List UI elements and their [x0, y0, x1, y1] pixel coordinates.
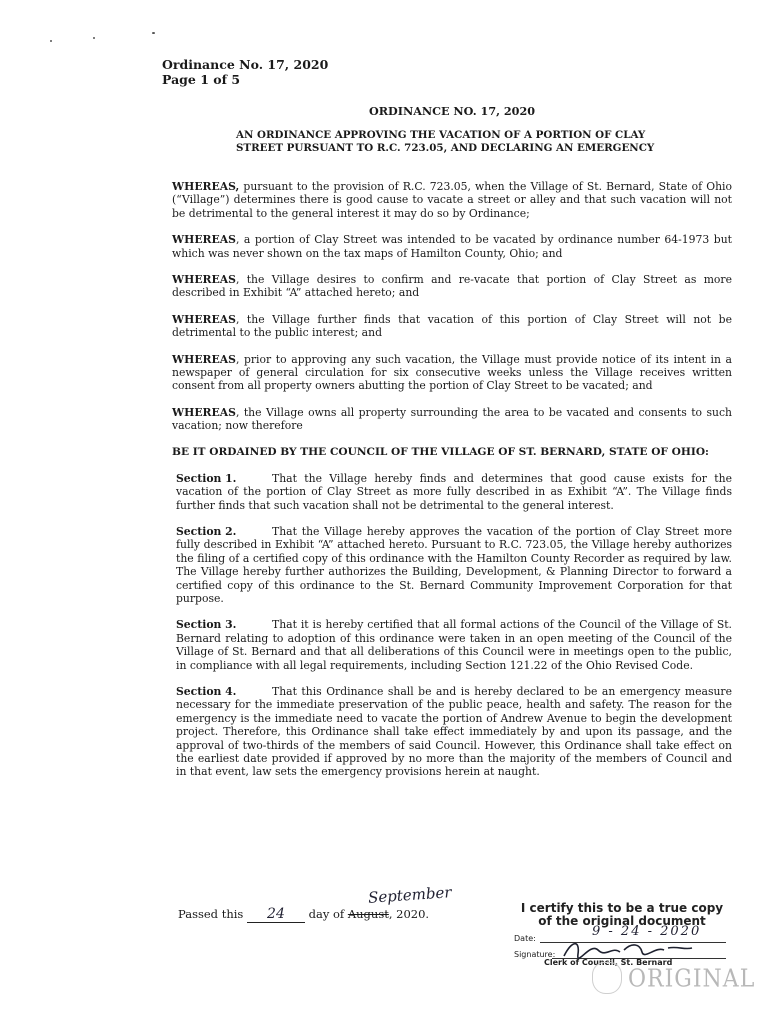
- signature-label: Signature:: [514, 950, 556, 959]
- certify-line-2: of the original document: [538, 914, 706, 928]
- day-blank: [247, 906, 305, 923]
- ordinance-body: [172, 180, 732, 792]
- section-label: Section 3.: [176, 618, 237, 632]
- whereas-lead: WHEREAS,: [172, 180, 240, 193]
- certify-line-1: I certify this to be a true copy: [520, 901, 724, 915]
- section-label: Section 4.: [176, 684, 237, 698]
- whereas-clause: [172, 273, 732, 300]
- section-4: [172, 685, 732, 779]
- whereas-lead: WHEREAS: [172, 352, 236, 366]
- whereas-text: , the Village desires to confirm and re-vacate that portion of Clay Street as more described in Exhibit “A” attached hereto; and: [172, 273, 732, 300]
- whereas-text: , prior to approving any such vacation, the Village must provide notice of its intent in a newspaper of general circulation for six consecutive weeks unless the Village receives written consent from all property owners abutting the portion of Clay Street to be vacated; and: [172, 352, 732, 393]
- ordinance-subtitle: AN ORDINANCE APPROVING THE VACATION OF A PORTION OF CLAY STREET PURSUANT TO R.C. 723.05, AND DECLARING AN EMERGENCY: [236, 129, 655, 154]
- struck-month: August: [347, 907, 389, 921]
- passed-line: [178, 906, 429, 923]
- whereas-clause: [172, 406, 732, 433]
- passed-prefix: Passed this: [178, 907, 244, 921]
- whereas-lead: WHEREAS: [172, 233, 236, 247]
- ordinance-number: Ordinance No. 17, 2020: [162, 57, 329, 72]
- page-number: Page 1 of 5: [162, 72, 241, 87]
- whereas-clause: [172, 353, 732, 393]
- whereas-clause: [172, 180, 732, 220]
- whereas-text: , the Village owns all property surrounding the area to be vacated and consents to such vacation; now therefore: [172, 405, 732, 433]
- whereas-lead: WHEREAS: [172, 312, 236, 326]
- scan-speck: [50, 40, 52, 42]
- document-header: [162, 57, 328, 87]
- scan-speck: [93, 37, 95, 39]
- whereas-text: , the Village further finds that vacation of this portion of Clay Street will not be detrimental to the public interest; and: [172, 312, 732, 340]
- original-stamp: ORIGINAL: [628, 965, 756, 994]
- section-label: Section 1.: [176, 471, 237, 485]
- whereas-text: pursuant to the provision of R.C. 723.05, when the Village of St. Bernard, State of Ohio (“Village”) determines there is good cause to vacate a street or alley and that such vacation will not be detrimental to the general interest it may do so by Ordinance;: [172, 180, 732, 220]
- section-text: That it is hereby certified that all formal actions of the Council of the Village of St. Bernard relating to adoption of this ordinance were taken in an open meeting of the Council of the Village of St. Bernard and that all deliberations of this Council were in meetings open to the public, in compliance with all legal requirements, including Section 121.22 of the Ohio Revised Code.: [176, 618, 732, 672]
- whereas-lead: WHEREAS: [172, 405, 236, 419]
- handwritten-month: September: [367, 883, 453, 907]
- handwritten-day: 24: [267, 906, 285, 922]
- whereas-clause: [172, 313, 732, 340]
- section-3: [172, 618, 732, 672]
- section-text: That the Village hereby finds and determines that good cause exists for the vacation of the portion of Clay Street as more fully described in as Exhibit “A”. The Village finds further finds that such vacation shall not be detrimental to the general interest.: [176, 471, 732, 512]
- section-text: That the Village hereby approves the vacation of the portion of Clay Street more fully described in Exhibit “A” attached hereto. Pursuant to R.C. 723.05, the Village hereby authorizes the filing of a certified copy of this ordinance with the Hamilton County Recorder as required by law. The Village hereby further authorizes the Building, Development, & Planning Director to forward a certified copy of this ordinance to the St. Bernard Community Improvement Corporation for that purpose.: [176, 524, 732, 605]
- section-2: [172, 525, 732, 605]
- section-1: [172, 472, 732, 512]
- whereas-clause: [172, 233, 732, 260]
- passed-suffix: , 2020.: [388, 907, 430, 921]
- section-label: Section 2.: [176, 524, 237, 538]
- scan-speck: [152, 32, 155, 34]
- handwritten-date: 9 - 24 - 2020: [592, 924, 702, 939]
- passed-middle: day of: [308, 907, 345, 921]
- seal-icon: [592, 962, 622, 994]
- section-text: That this Ordinance shall be and is hereby declared to be an emergency measure necessary for the immediate preservation of the public peace, health and safety. The reason for the emergency is the immediate need to vacate the portion of Andrew Avenue to begin the development project. Therefore, this Ordinance shall take effect immediately by and upon its passage, and the approval of two-thirds of the members of said Council. However, this Ordinance shall take effect on the earliest date provided if approved by no more than the majority of the members of Council and in that event, law sets the emergency provisions herein at naught.: [176, 684, 732, 779]
- ordinance-title: ORDINANCE NO. 17, 2020: [369, 104, 536, 118]
- clerk-label: Clerk of Council, St. Bernard: [544, 958, 673, 967]
- whereas-text: , a portion of Clay Street was intended to be vacated by ordinance number 64-1973 but which was never shown on the tax maps of Hamilton County, Ohio; and: [172, 233, 732, 260]
- ordained-clause: BE IT ORDAINED BY THE COUNCIL OF THE VILLAGE OF ST. BERNARD, STATE OF OHIO:: [172, 445, 709, 458]
- date-label: Date:: [514, 934, 536, 943]
- whereas-lead: WHEREAS: [172, 273, 236, 287]
